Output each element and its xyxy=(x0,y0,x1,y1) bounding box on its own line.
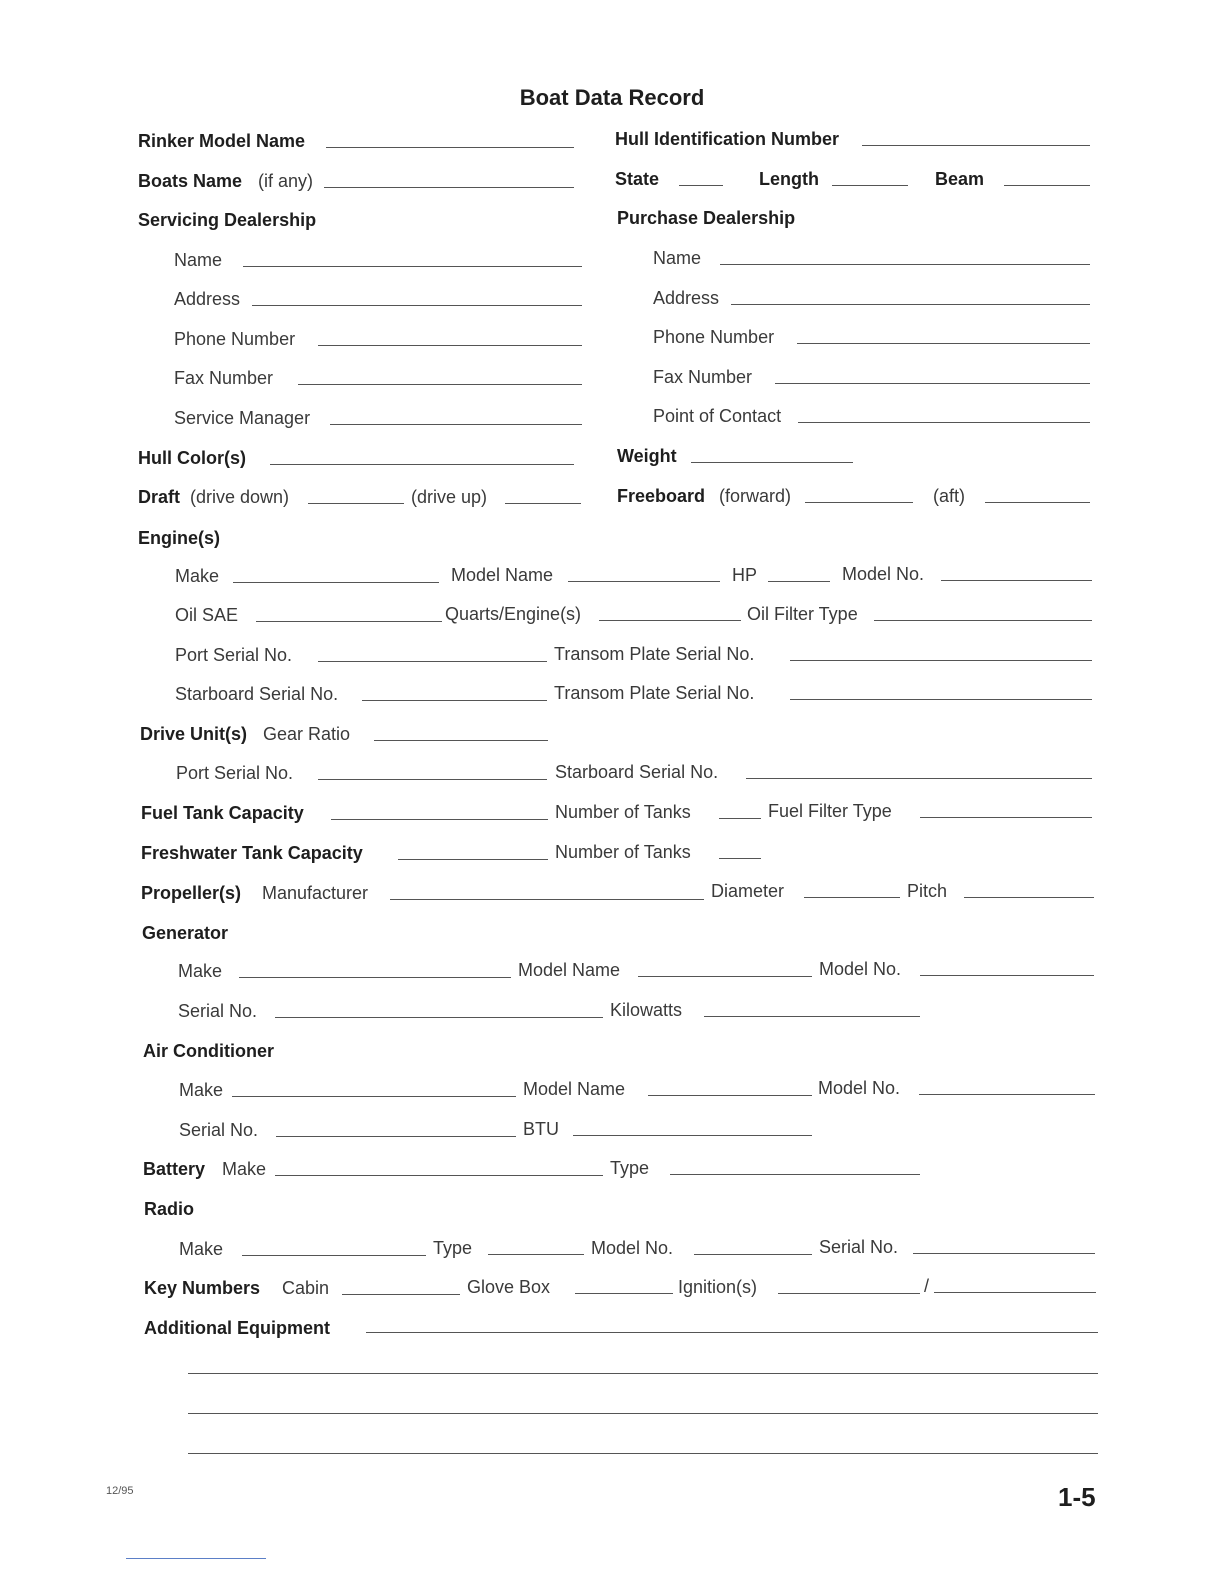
btu-field[interactable] xyxy=(573,1135,812,1136)
radio-serial-field[interactable] xyxy=(913,1253,1095,1254)
rinker-model-name-label: Rinker Model Name xyxy=(138,131,306,151)
engine-make-field[interactable] xyxy=(233,582,439,583)
propellers-label: Propeller(s) xyxy=(141,883,242,903)
service-manager-label: Service Manager xyxy=(174,408,311,428)
ac-make-label: Make xyxy=(179,1080,224,1100)
freshwater-number-of-tanks-field[interactable] xyxy=(719,858,761,859)
hull-colors-label: Hull Color(s) xyxy=(138,448,246,468)
additional-equipment-line-2[interactable] xyxy=(188,1373,1098,1374)
generator-make-field[interactable] xyxy=(239,977,511,978)
drive-port-serial-label: Port Serial No. xyxy=(176,763,294,783)
battery-label: Battery xyxy=(143,1159,206,1179)
ac-model-name-label: Model Name xyxy=(523,1079,626,1099)
page-number: 1-5 xyxy=(1058,1482,1096,1512)
generator-model-name-field[interactable] xyxy=(638,976,812,977)
fuel-tank-capacity-label: Fuel Tank Capacity xyxy=(141,803,304,823)
servicing-name-label: Name xyxy=(174,250,223,270)
forward-label: (forward) xyxy=(719,486,792,506)
hull-colors-field[interactable] xyxy=(270,464,574,465)
generator-model-name-label: Model Name xyxy=(518,960,621,980)
key-numbers-label: Key Numbers xyxy=(144,1278,261,1298)
radio-make-field[interactable] xyxy=(242,1255,426,1256)
drive-up-field[interactable] xyxy=(505,503,581,504)
engine-starboard-serial-field[interactable] xyxy=(362,700,547,701)
port-transom-plate-serial-label: Transom Plate Serial No. xyxy=(554,644,755,664)
radio-model-no-label: Model No. xyxy=(591,1238,674,1258)
ignitions-label: Ignition(s) xyxy=(678,1277,758,1297)
servicing-phone-label: Phone Number xyxy=(174,329,296,349)
pitch-field[interactable] xyxy=(964,897,1094,898)
fuel-number-of-tanks-label: Number of Tanks xyxy=(555,802,691,822)
generator-model-no-field[interactable] xyxy=(920,975,1094,976)
state-label: State xyxy=(615,169,660,189)
glove-box-key-field[interactable] xyxy=(575,1293,673,1294)
propeller-manufacturer-field[interactable] xyxy=(390,899,704,900)
ac-make-field[interactable] xyxy=(232,1096,516,1097)
gear-ratio-label: Gear Ratio xyxy=(263,724,351,744)
battery-type-label: Type xyxy=(610,1158,650,1178)
purchase-name-field[interactable] xyxy=(720,264,1090,265)
purchase-address-label: Address xyxy=(653,288,720,308)
ac-model-no-field[interactable] xyxy=(919,1094,1095,1095)
drive-up-label: (drive up) xyxy=(411,487,488,507)
purchase-name-label: Name xyxy=(653,248,702,268)
generator-serial-field[interactable] xyxy=(275,1017,603,1018)
freeboard-aft-field[interactable] xyxy=(985,502,1090,503)
manufacturer-label: Manufacturer xyxy=(262,883,369,903)
glove-box-label: Glove Box xyxy=(467,1277,551,1297)
generator-make-label: Make xyxy=(178,961,223,981)
drive-down-field[interactable] xyxy=(308,503,404,504)
point-of-contact-field[interactable] xyxy=(798,422,1090,423)
fuel-number-of-tanks-field[interactable] xyxy=(719,818,761,819)
servicing-phone-field[interactable] xyxy=(318,345,582,346)
servicing-dealership-heading: Servicing Dealership xyxy=(138,210,317,230)
servicing-fax-label: Fax Number xyxy=(174,368,274,388)
pitch-label: Pitch xyxy=(907,881,948,901)
weight-label: Weight xyxy=(617,446,677,466)
engine-port-serial-field[interactable] xyxy=(318,661,547,662)
purchase-dealership-heading: Purchase Dealership xyxy=(617,208,796,228)
beam-label: Beam xyxy=(935,169,985,189)
battery-type-field[interactable] xyxy=(670,1174,920,1175)
hull-identification-number-field[interactable] xyxy=(862,145,1090,146)
purchase-fax-label: Fax Number xyxy=(653,367,753,387)
cabin-label: Cabin xyxy=(282,1278,330,1298)
quarts-engines-field[interactable] xyxy=(599,620,741,621)
length-field[interactable] xyxy=(832,185,908,186)
engine-hp-field[interactable] xyxy=(768,581,830,582)
engine-model-name-field[interactable] xyxy=(568,581,720,582)
generator-serial-label: Serial No. xyxy=(178,1001,258,1021)
rinker-model-name-field[interactable] xyxy=(326,147,574,148)
purchase-phone-field[interactable] xyxy=(797,343,1090,344)
diameter-field[interactable] xyxy=(804,897,900,898)
kilowatts-label: Kilowatts xyxy=(610,1000,683,1020)
purchase-fax-field[interactable] xyxy=(775,383,1090,384)
engine-model-name-label: Model Name xyxy=(451,565,554,585)
btu-label: BTU xyxy=(523,1119,559,1139)
if-any-note: (if any) xyxy=(258,171,314,191)
port-transom-plate-serial-field[interactable] xyxy=(790,660,1092,661)
purchase-phone-label: Phone Number xyxy=(653,327,775,347)
radio-model-no-field[interactable] xyxy=(694,1254,812,1255)
servicing-address-field[interactable] xyxy=(252,305,582,306)
length-label: Length xyxy=(759,169,819,189)
generator-model-no-label: Model No. xyxy=(819,959,902,979)
radio-heading: Radio xyxy=(144,1199,195,1219)
drive-port-serial-field[interactable] xyxy=(318,779,547,780)
generator-heading: Generator xyxy=(142,923,229,943)
air-conditioner-heading: Air Conditioner xyxy=(143,1041,274,1061)
fuel-filter-type-field[interactable] xyxy=(920,817,1092,818)
state-field[interactable] xyxy=(679,185,723,186)
oil-sae-label: Oil SAE xyxy=(175,605,239,625)
oil-filter-type-label: Oil Filter Type xyxy=(747,604,858,624)
radio-type-label: Type xyxy=(433,1238,473,1258)
servicing-name-field[interactable] xyxy=(243,266,582,267)
bottom-rule xyxy=(126,1558,266,1559)
ignition-slash: / xyxy=(924,1276,930,1296)
radio-make-label: Make xyxy=(179,1239,224,1259)
weight-field[interactable] xyxy=(691,462,853,463)
freshwater-tank-capacity-field[interactable] xyxy=(398,859,548,860)
gear-ratio-field[interactable] xyxy=(374,740,548,741)
radio-serial-label: Serial No. xyxy=(819,1237,899,1257)
hull-identification-number-label: Hull Identification Number xyxy=(615,129,840,149)
service-manager-field[interactable] xyxy=(330,424,582,425)
additional-equipment-label: Additional Equipment xyxy=(144,1318,330,1338)
drive-units-label: Drive Unit(s) xyxy=(140,724,248,744)
starboard-transom-plate-serial-label: Transom Plate Serial No. xyxy=(554,683,755,703)
starboard-transom-plate-serial-field[interactable] xyxy=(790,699,1092,700)
servicing-address-label: Address xyxy=(174,289,241,309)
revision-date: 12/95 xyxy=(106,1485,134,1497)
point-of-contact-label: Point of Contact xyxy=(653,406,782,426)
freshwater-tank-capacity-label: Freshwater Tank Capacity xyxy=(141,843,363,863)
additional-equipment-line-4[interactable] xyxy=(188,1453,1098,1454)
fuel-tank-capacity-field[interactable] xyxy=(331,819,548,820)
kilowatts-field[interactable] xyxy=(704,1016,920,1017)
additional-equipment-line-3[interactable] xyxy=(188,1413,1098,1414)
beam-field[interactable] xyxy=(1004,185,1090,186)
drive-starboard-serial-label: Starboard Serial No. xyxy=(555,762,719,782)
ac-serial-field[interactable] xyxy=(276,1136,516,1137)
diameter-label: Diameter xyxy=(711,881,785,901)
boats-name-label: Boats Name xyxy=(138,171,243,191)
drive-down-label: (drive down) xyxy=(190,487,290,507)
battery-make-label: Make xyxy=(222,1159,267,1179)
ac-model-no-label: Model No. xyxy=(818,1078,901,1098)
ac-serial-label: Serial No. xyxy=(179,1120,259,1140)
engine-port-serial-label: Port Serial No. xyxy=(175,645,293,665)
ac-model-name-field[interactable] xyxy=(648,1095,812,1096)
engine-hp-label: HP xyxy=(732,565,758,585)
aft-label: (aft) xyxy=(933,486,966,506)
freshwater-number-of-tanks-label: Number of Tanks xyxy=(555,842,691,862)
engines-heading: Engine(s) xyxy=(138,528,221,548)
oil-sae-field[interactable] xyxy=(256,621,442,622)
purchase-address-field[interactable] xyxy=(731,304,1090,305)
quarts-engines-label: Quarts/Engine(s) xyxy=(445,604,582,624)
cabin-key-field[interactable] xyxy=(342,1294,460,1295)
ignition-key-field-2[interactable] xyxy=(934,1292,1096,1293)
page-title: Boat Data Record xyxy=(519,85,705,110)
ignition-key-field-1[interactable] xyxy=(778,1293,920,1294)
battery-make-field[interactable] xyxy=(275,1175,603,1176)
radio-type-field[interactable] xyxy=(488,1254,584,1255)
freeboard-label: Freeboard xyxy=(617,486,706,506)
drive-starboard-serial-field[interactable] xyxy=(746,778,1092,779)
oil-filter-type-field[interactable] xyxy=(874,620,1092,621)
freeboard-forward-field[interactable] xyxy=(805,502,913,503)
engine-starboard-serial-label: Starboard Serial No. xyxy=(175,684,339,704)
engine-model-no-label: Model No. xyxy=(842,564,925,584)
fuel-filter-type-label: Fuel Filter Type xyxy=(768,801,892,821)
boats-name-field[interactable] xyxy=(324,187,574,188)
engine-model-no-field[interactable] xyxy=(941,580,1092,581)
engine-make-label: Make xyxy=(175,566,220,586)
additional-equipment-line-1[interactable] xyxy=(366,1332,1098,1333)
servicing-fax-field[interactable] xyxy=(298,384,582,385)
draft-label: Draft xyxy=(138,487,181,507)
